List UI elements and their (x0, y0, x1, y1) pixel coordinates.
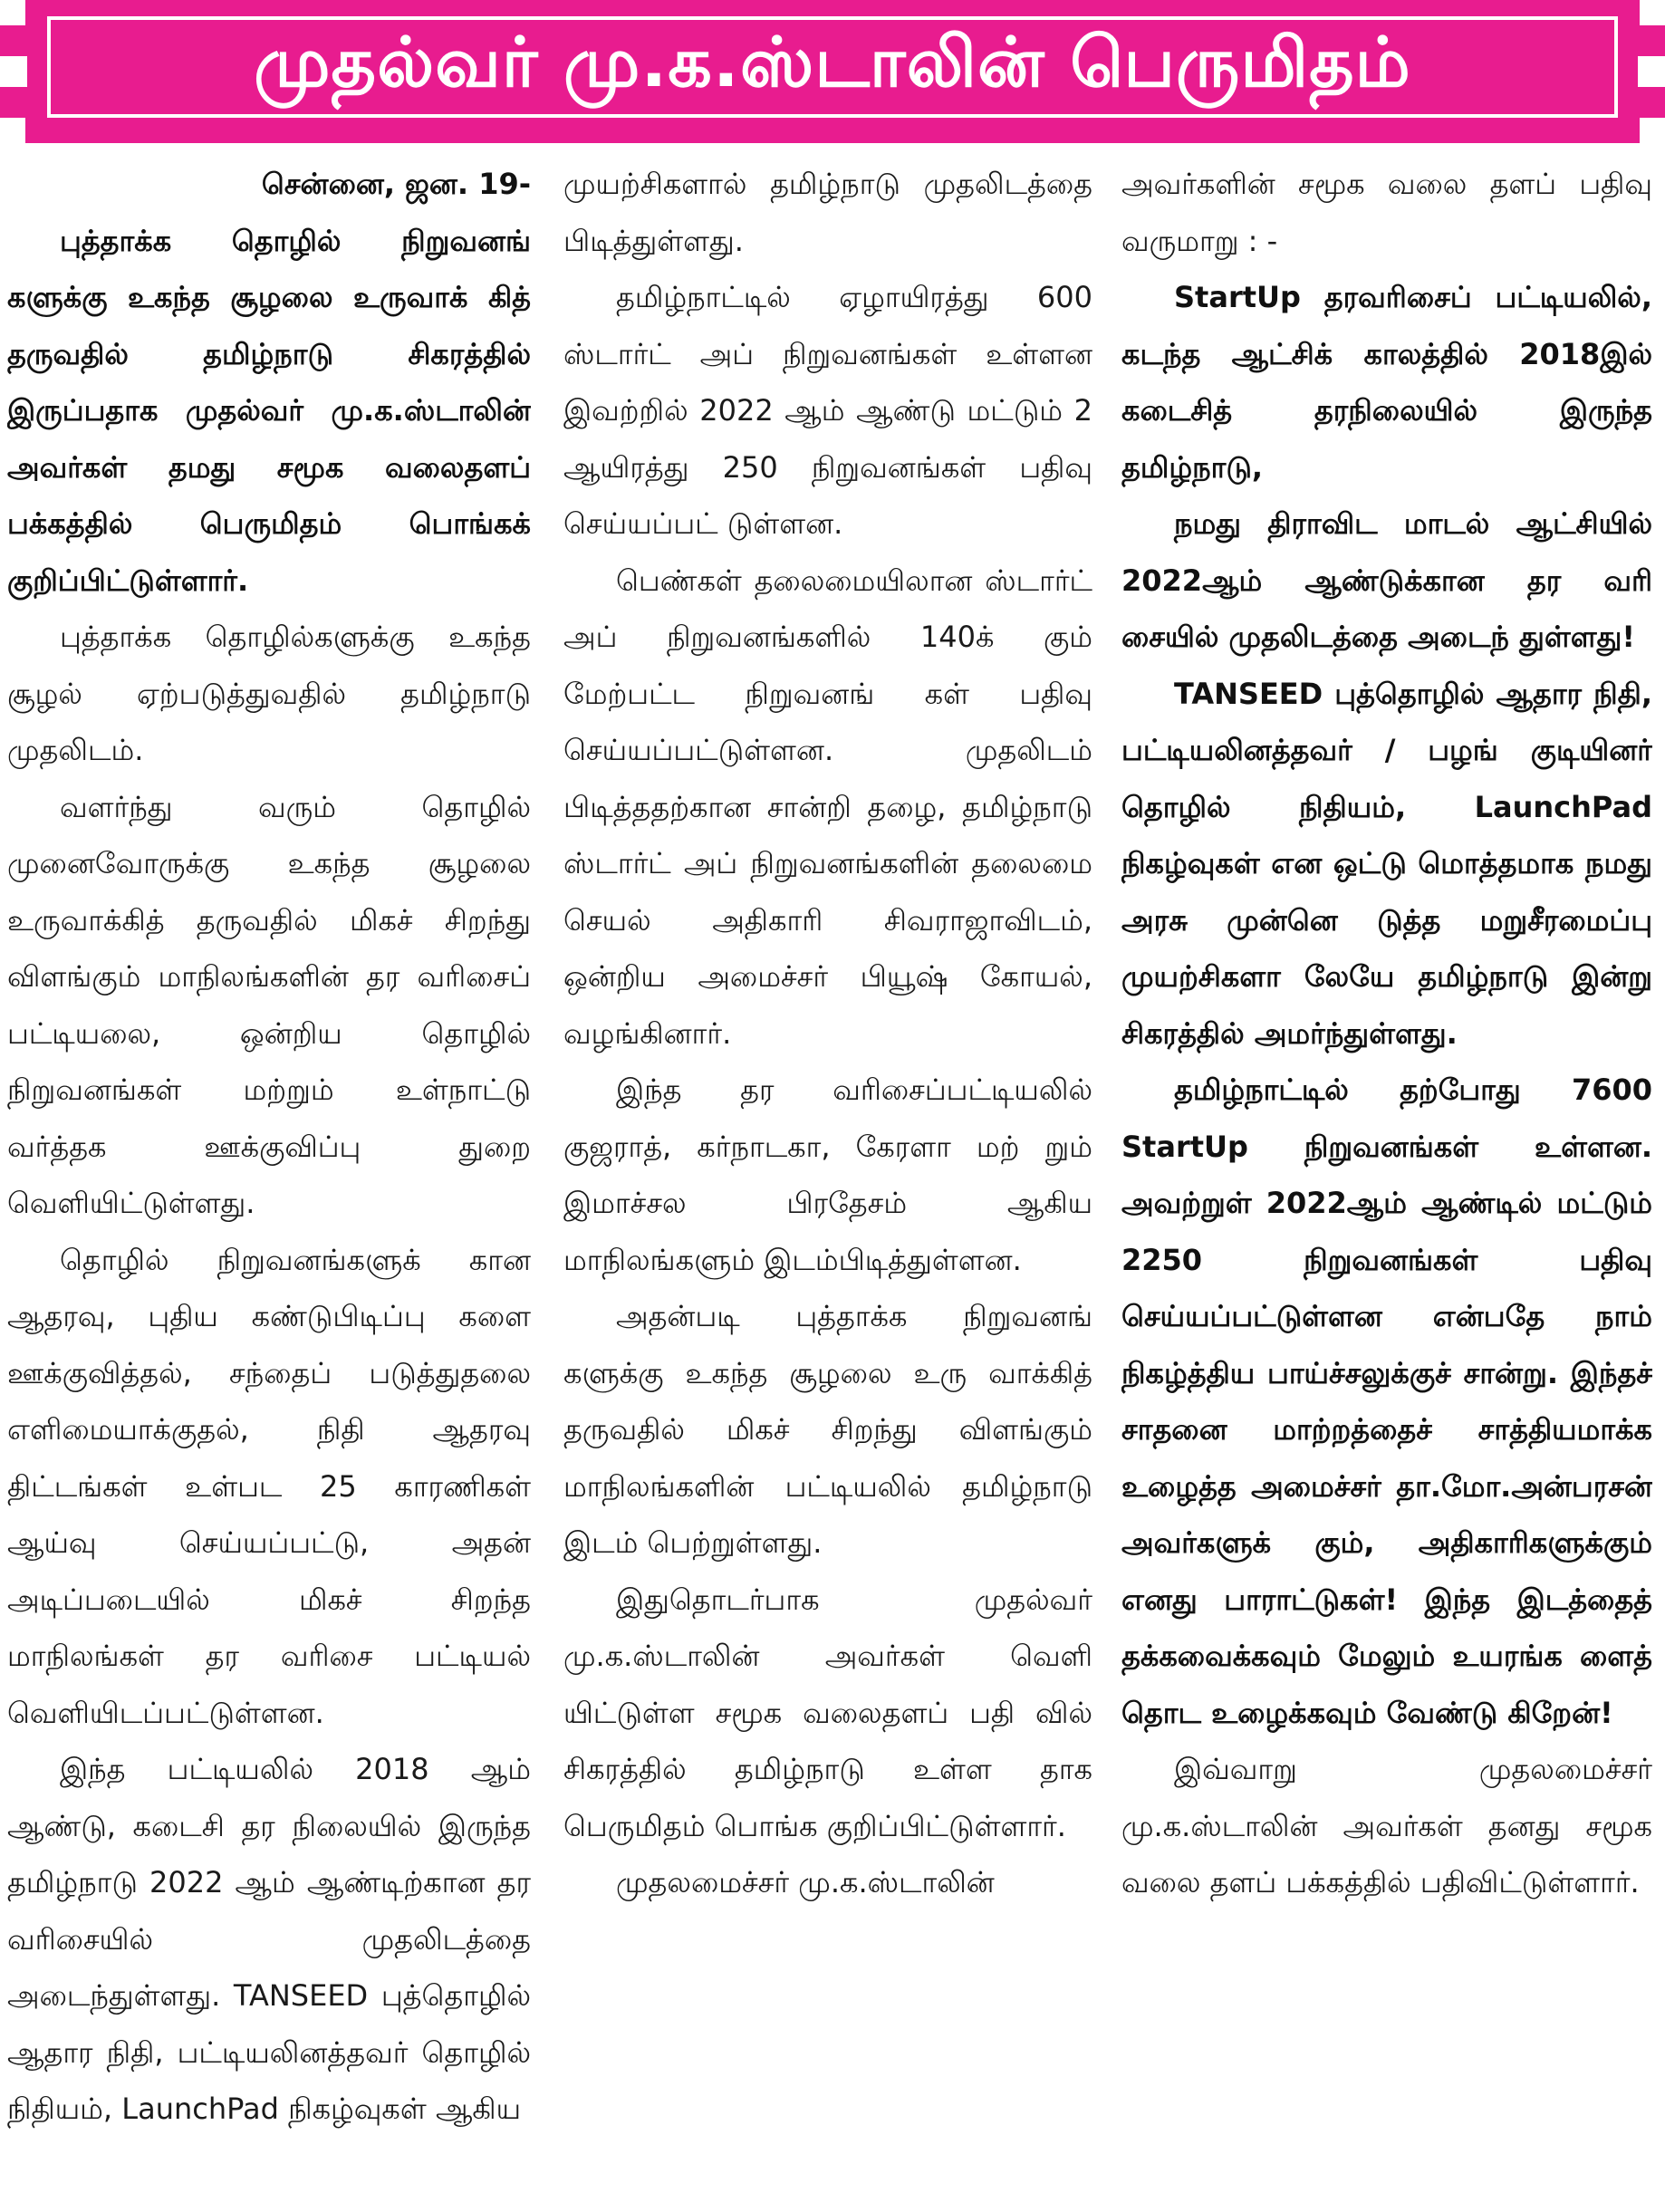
body-paragraph: இதுதொடர்பாக முதல்வர் மு.க.ஸ்டாலின் அவர்கள் வெளி யிட்டுள்ள சமூக வலைதளப் பதி வில் சிகரத்தில் தமிழ்நாடு உள்ள தாக பெருமிதம் பொங்க குறிப்பிட்டுள்ளார். (563, 1582, 1092, 1843)
banner-notch-left (0, 56, 27, 87)
body-paragraph: முயற்சிகளால் தமிழ்நாடு முதலிடத்தை பிடித்துள்ளது. (563, 167, 1092, 258)
quote-paragraph: StartUp தரவரிசைப் பட்டியலில், கடந்த ஆட்சிக் காலத்தில் 2018இல் கடைசித் தரநிலையில் இருந்த தமிழ்நாடு, (1121, 280, 1652, 485)
banner-corner-square-tr (1640, 0, 1665, 25)
banner-notch-right (1638, 56, 1665, 87)
banner-corner-square-bl (0, 118, 25, 143)
article-column-1 (7, 156, 531, 2205)
banner-corner-square-tl (0, 0, 25, 25)
body-paragraph: வளர்ந்து வரும் தொழில் முனைவோருக்கு உகந்த சூழலை உருவாக்கித் தருவதில் மிகச் சிறந்து விளங்கும் மாநிலங்களின் தர வரிசைப் பட்டியலை, ஒன்றிய தொழில் நிறுவனங்கள் மற்றும் உள்நாட்டு வர்த்தக ஊக்குவிப்பு துறை வெளியிட்டுள்ளது. (7, 789, 531, 1220)
closing-paragraph: இவ்வாறு முதலமைச்சர் மு.க.ஸ்டாலின் அவர்கள் தனது சமூக வலை தளப் பக்கத்தில் பதிவிட்டுள்ளார். (1121, 1752, 1652, 1899)
article-column-2 (563, 156, 1092, 2205)
body-paragraph: புத்தாக்க தொழில்களுக்கு உகந்த சூழல் ஏற்படுத்துவதில் தமிழ்நாடு முதலிடம். (7, 620, 531, 767)
body-paragraph: தமிழ்நாட்டில் ஏழாயிரத்து 600 ஸ்டார்ட் அப் நிறுவனங்கள் உள்ளன இவற்றில் 2022 ஆம் ஆண்டு மட்டும் 2 ஆயிரத்து 250 நிறுவனங்கள் பதிவு செய்யப்பட் டுள்ளன. (563, 280, 1092, 541)
body-paragraph: இந்த பட்டியலில் 2018 ஆம் ஆண்டு, கடைசி தர நிலையில் இருந்த தமிழ்நாடு 2022 ஆம் ஆண்டிற்கான தர வரிசையில் முதலிடத்தை அடைந்துள்ளது. TANSEED புத்தொழில் ஆதார நிதி, பட்டியலினத்தவர் தொழில் நிதியம், LaunchPad நிகழ்வுகள் ஆகிய (7, 1752, 531, 2126)
body-paragraph: தொழில் நிறுவனங்களுக் கான ஆதரவு, புதிய கண்டுபிடிப்பு களை ஊக்குவித்தல், சந்தைப் படுத்துதலை எளிமையாக்குதல், நிதி ஆதரவு திட்டங்கள் உள்பட 25 காரணிகள் ஆய்வு செய்யப்பட்டு, அதன் அடிப்படையில் மிகச் சிறந்த மாநிலங்கள் தர வரிசை பட்டியல் வெளியிடப்பட்டுள்ளன. (7, 1242, 531, 1730)
headline: முதல்வர் மு.க.ஸ்டாலின் பெருமிதம் (254, 22, 1411, 102)
body-paragraph: இந்த தர வரிசைப்பட்டியலில் குஜராத், கர்நாடகா, கேரளா மற் றும் இமாச்சல பிரதேசம் ஆகிய மாநிலங்களும் இடம்பிடித்துள்ளன. (563, 1072, 1092, 1277)
body-paragraph: பெண்கள் தலைமையிலான ஸ்டார்ட் அப் நிறுவனங்களில் 140க் கும் மேற்பட்ட நிறுவனங் கள் பதிவு செய்யப்பட்டுள்ளன. முதலிடம் பிடித்ததற்கான சான்றி தழை, தமிழ்நாடு ஸ்டார்ட் அப் நிறுவனங்களின் தலைமை செயல் அதிகாரி சிவராஜாவிடம், ஒன்றிய அமைச்சர் பியூஷ் கோயல், வழங்கினார். (563, 563, 1092, 1051)
article-column-3 (1121, 156, 1652, 2205)
body-paragraph: அதன்படி புத்தாக்க நிறுவனங் களுக்கு உகந்த சூழலை உரு வாக்கித் தருவதில் மிகச் சிறந்து விளங்கும் மாநிலங்களின் பட்டியலில் தமிழ்நாடு இடம் பெற்றுள்ளது. (563, 1299, 1092, 1560)
quote-paragraph: நமது திராவிட மாடல் ஆட்சியில் 2022ஆம் ஆண்டுக்கான தர வரி சையில் முதலிடத்தை அடைந் துள்ளது! (1121, 506, 1652, 654)
quote-paragraph: தமிழ்நாட்டில் தற்போது 7600 StartUp நிறுவனங்கள் உள்ளன. அவற்றுள் 2022ஆம் ஆண்டில் மட்டும் 2250 நிறுவனங்கள் பதிவு செய்யப்பட்டுள்ளன என்பதே நாம் நிகழ்த்திய பாய்ச்சலுக்குச் சான்று. இந்தச் சாதனை மாற்றத்தைச் சாத்தியமாக்க உழைத்த அமைச்சர் தா.மோ.அன்பரசன் அவர்களுக் கும், அதிகாரிகளுக்கும் எனது பாராட்டுகள்! இந்த இடத்தைத் தக்கவைக்கவும் மேலும் உயரங்க ளைத் தொட உழைக்கவும் வேண்டு கிறேன்! (1121, 1072, 1652, 1730)
headline-frame (47, 16, 1618, 118)
quote-paragraph: TANSEED புத்தொழில் ஆதார நிதி, பட்டியலினத்தவர் / பழங் குடியினர் தொழில் நிதியம், LaunchPad நிகழ்வுகள் என ஒட்டு மொத்தமாக நமது அரசு முன்னெ டுத்த மறுசீரமைப்பு முயற்சிகளா லேயே தமிழ்நாடு இன்று சிகரத்தில் அமர்ந்துள்ளது. (1121, 676, 1652, 1051)
lead-paragraph: புத்தாக்க தொழில் நிறுவனங் களுக்கு உகந்த சூழலை உருவாக் கித் தருவதில் தமிழ்நாடு சிகரத்தில் இருப்பதாக முதல்வர் மு.க.ஸ்டாலின் அவர்கள் தமது சமூக வலைதளப் பக்கத்தில் பெருமிதம் பொங்கக் குறிப்பிட்டுள்ளார். (7, 223, 531, 598)
headline-banner (0, 0, 1665, 143)
body-paragraph: முதலமைச்சர் மு.க.ஸ்டாலின் (616, 1865, 995, 1899)
body-paragraph: அவர்களின் சமூக வலை தளப் பதிவு வருமாறு : - (1121, 167, 1652, 258)
dateline: சென்னை, ஜன. 19- (261, 167, 531, 201)
banner-corner-square-br (1640, 118, 1665, 143)
